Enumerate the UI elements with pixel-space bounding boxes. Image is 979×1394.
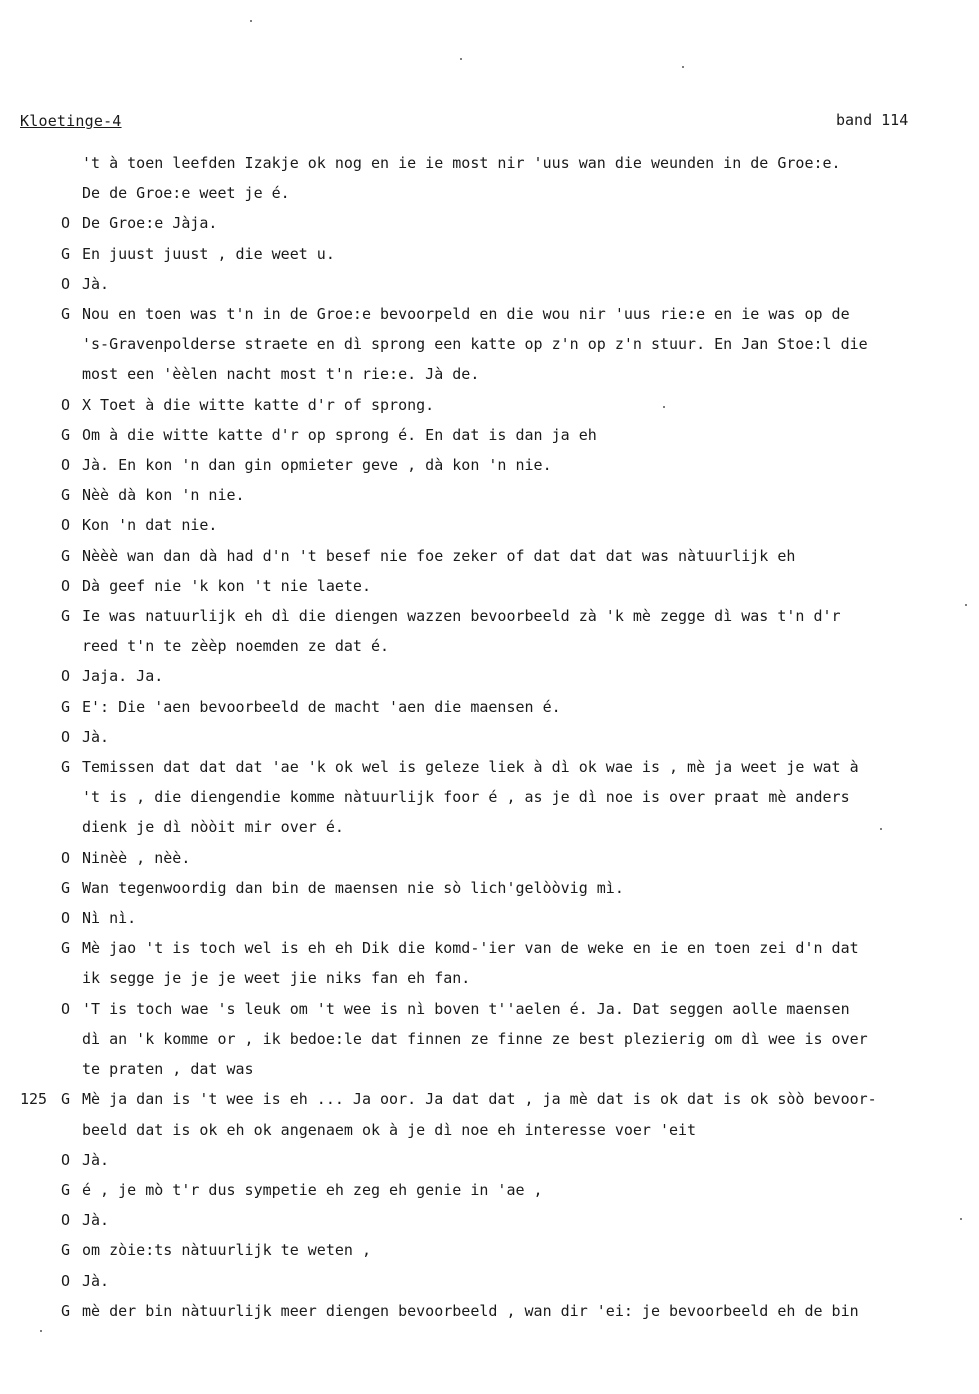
band-label: band 114 — [836, 111, 909, 129]
speaker-label: O — [61, 1271, 71, 1290]
speaker-label: G — [61, 1241, 71, 1260]
speaker-label: O — [61, 667, 71, 686]
transcript-turn — [0, 873, 962, 903]
speaker-label: O — [61, 274, 71, 293]
speaker-label: G — [61, 878, 71, 897]
speaker-label: G — [61, 1180, 71, 1199]
scan-speck — [40, 1330, 42, 1332]
utterance-line: Jà. — [82, 727, 110, 746]
utterance-line: mè der bin nàtuurlijk meer diengen bevoorbeeld , wan dir 'ei: je bevoorbeeld eh de bin — [82, 1301, 859, 1320]
transcript-turn — [0, 239, 962, 269]
transcript-turn — [0, 752, 962, 843]
utterance-line: beeld dat is ok eh ok angenaem ok à je dì noe eh interesse voer 'eit — [82, 1120, 697, 1139]
transcript-turn — [0, 722, 962, 752]
speaker-label: O — [61, 1211, 71, 1230]
transcript-turn — [0, 1266, 962, 1296]
utterance-line: Jà. — [82, 1150, 110, 1169]
transcript-turn — [0, 1296, 962, 1326]
utterance-line: Mè jao 't is toch wel is eh eh Dik die komd-'ier van de weke en ie en toen zei d'n dat — [82, 939, 859, 958]
speaker-label: G — [61, 486, 71, 505]
transcript-turn — [0, 1145, 962, 1175]
utterance-line: X Toet à die witte katte d'r of sprong. — [82, 395, 435, 414]
transcript-body — [0, 148, 979, 1326]
transcript-turn — [0, 601, 962, 661]
speaker-label: G — [61, 1301, 71, 1320]
utterance-line: Om à die witte katte d'r op sprong é. En dat is dan ja eh — [82, 425, 597, 444]
line-number: 125 — [20, 1090, 48, 1109]
scan-speck — [250, 20, 252, 22]
speaker-label: O — [61, 214, 71, 233]
document-title: Kloetinge-4 — [20, 112, 122, 130]
speaker-label: O — [61, 727, 71, 746]
speaker-label: O — [61, 1150, 71, 1169]
speaker-label: O — [61, 848, 71, 867]
utterance-line: Nou en toen was t'n in de Groe:e bevoorpeld en die wou nir 'uus rie:e en ie was op de — [82, 305, 850, 324]
utterance-line: é , je mò t'r dus sympetie eh zeg eh genie in 'ae , — [82, 1180, 543, 1199]
speaker-label: O — [61, 395, 71, 414]
speaker-label: O — [61, 576, 71, 595]
utterance-line: Nèèè wan dan dà had d'n 't besef nie foe zeker of dat dat dat was nàtuurlijk eh — [82, 546, 796, 565]
transcript-turn — [0, 480, 962, 510]
transcript-turn — [0, 994, 962, 1085]
utterance-line: 'T is toch wae 's leuk om 't wee is nì boven t''aelen é. Ja. Dat seggen aolle maensen — [82, 999, 850, 1018]
speaker-label: G — [61, 607, 71, 626]
transcript-turn — [0, 692, 962, 722]
speaker-label: G — [61, 546, 71, 565]
utterance-line: Jà. En kon 'n dan gin opmieter geve , dà kon 'n nie. — [82, 456, 552, 475]
transcript-turn — [0, 571, 962, 601]
speaker-label: G — [61, 425, 71, 444]
speaker-label: G — [61, 758, 71, 777]
speaker-label: G — [61, 305, 71, 324]
utterance-line: ik segge je je je weet jie niks fan eh fan. — [82, 969, 471, 988]
scan-speck — [965, 604, 967, 606]
utterance-line: De de Groe:e weet je é. — [82, 184, 290, 203]
transcript-turn — [0, 420, 962, 450]
utterance-line: Kon 'n dat nie. — [82, 516, 218, 535]
utterance-line: 't à toen leefden Izakje ok nog en ie ie most nir 'uus wan die weunden in de Groe:e. — [82, 154, 841, 172]
utterance-line: Ie was natuurlijk eh dì die diengen wazzen bevoorbeeld zà 'k mè zegge dì was t'n d'r — [82, 607, 841, 626]
transcript-turn — [0, 843, 962, 873]
transcript-turn — [0, 1084, 962, 1144]
transcript-turn — [0, 1175, 962, 1205]
utterance-line: 't is , die diengendie komme nàtuurlijk foor é , as je dì noe is over praat mè anders — [82, 788, 850, 807]
utterance-line: Ninèè , nèè. — [82, 848, 191, 867]
utterance-line: Jà. — [82, 274, 110, 293]
transcript-turn — [0, 148, 962, 208]
transcript-turn — [0, 208, 962, 238]
speaker-label: O — [61, 516, 71, 535]
utterance-line: En juust juust , die weet u. — [82, 244, 335, 263]
speaker-label: G — [61, 939, 71, 958]
utterance-line: Dà geef nie 'k kon 't nie laete. — [82, 576, 371, 595]
utterance-line: te praten , dat was — [82, 1060, 254, 1079]
utterance-line: Wan tegenwoordig dan bin de maensen nie sò lich'gelòòvig mì. — [82, 878, 624, 897]
transcript-turn — [0, 1205, 962, 1235]
scan-speck — [682, 66, 684, 68]
transcript-turn — [0, 661, 962, 691]
utterance-line: reed t'n te zèèp noemden ze dat é. — [82, 637, 390, 656]
scan-speck — [663, 406, 665, 408]
utterance-line: Jà. — [82, 1271, 110, 1290]
utterance-line: 's-Gravenpolderse straete en dì sprong een katte op z'n op z'n stuur. En Jan Stoe:l die — [82, 335, 868, 354]
utterance-line: Nì nì. — [82, 909, 137, 928]
utterance-line: dienk je dì nòòit mir over é. — [82, 818, 344, 837]
transcript-turn — [0, 510, 962, 540]
speaker-label: O — [61, 456, 71, 475]
speaker-label: O — [61, 999, 71, 1018]
utterance-line: dì an 'k komme or , ik bedoe:le dat finnen ze finne ze best plezierig om dì wee is over — [82, 1029, 868, 1048]
transcript-turn — [0, 903, 962, 933]
transcript-turn — [0, 269, 962, 299]
utterance-line: Nèè dà kon 'n nie. — [82, 486, 245, 505]
utterance-line: om zòie:ts nàtuurlijk te weten , — [82, 1241, 371, 1260]
speaker-label: G — [61, 697, 71, 716]
transcript-turn — [0, 450, 962, 480]
speaker-label: G — [61, 1090, 71, 1109]
speaker-label: G — [61, 244, 71, 263]
transcript-turn — [0, 1235, 962, 1265]
utterance-line: Jà. — [82, 1211, 110, 1230]
transcript-turn — [0, 933, 962, 993]
utterance-line: De Groe:e Jàja. — [82, 214, 218, 233]
utterance-line: Jaja. Ja. — [82, 667, 164, 686]
utterance-line: most een 'èèlen nacht most t'n rie:e. Jà de. — [82, 365, 480, 384]
speaker-label: O — [61, 909, 71, 928]
transcript-turn — [0, 390, 962, 420]
scan-speck — [880, 828, 882, 830]
utterance-line: E': Die 'aen bevoorbeeld de macht 'aen die maensen é. — [82, 697, 561, 716]
transcript-turn — [0, 541, 962, 571]
utterance-line: Mè ja dan is 't wee is eh ... Ja oor. Ja dat dat , ja mè dat is ok dat is ok sòò bevoor- — [82, 1090, 877, 1109]
scan-speck — [960, 1218, 962, 1220]
transcript-turn — [0, 299, 962, 390]
utterance-line: Temissen dat dat dat 'ae 'k ok wel is geleze liek à dì ok wae is , mè ja weet je wat à — [82, 758, 859, 777]
scan-speck — [460, 58, 462, 60]
